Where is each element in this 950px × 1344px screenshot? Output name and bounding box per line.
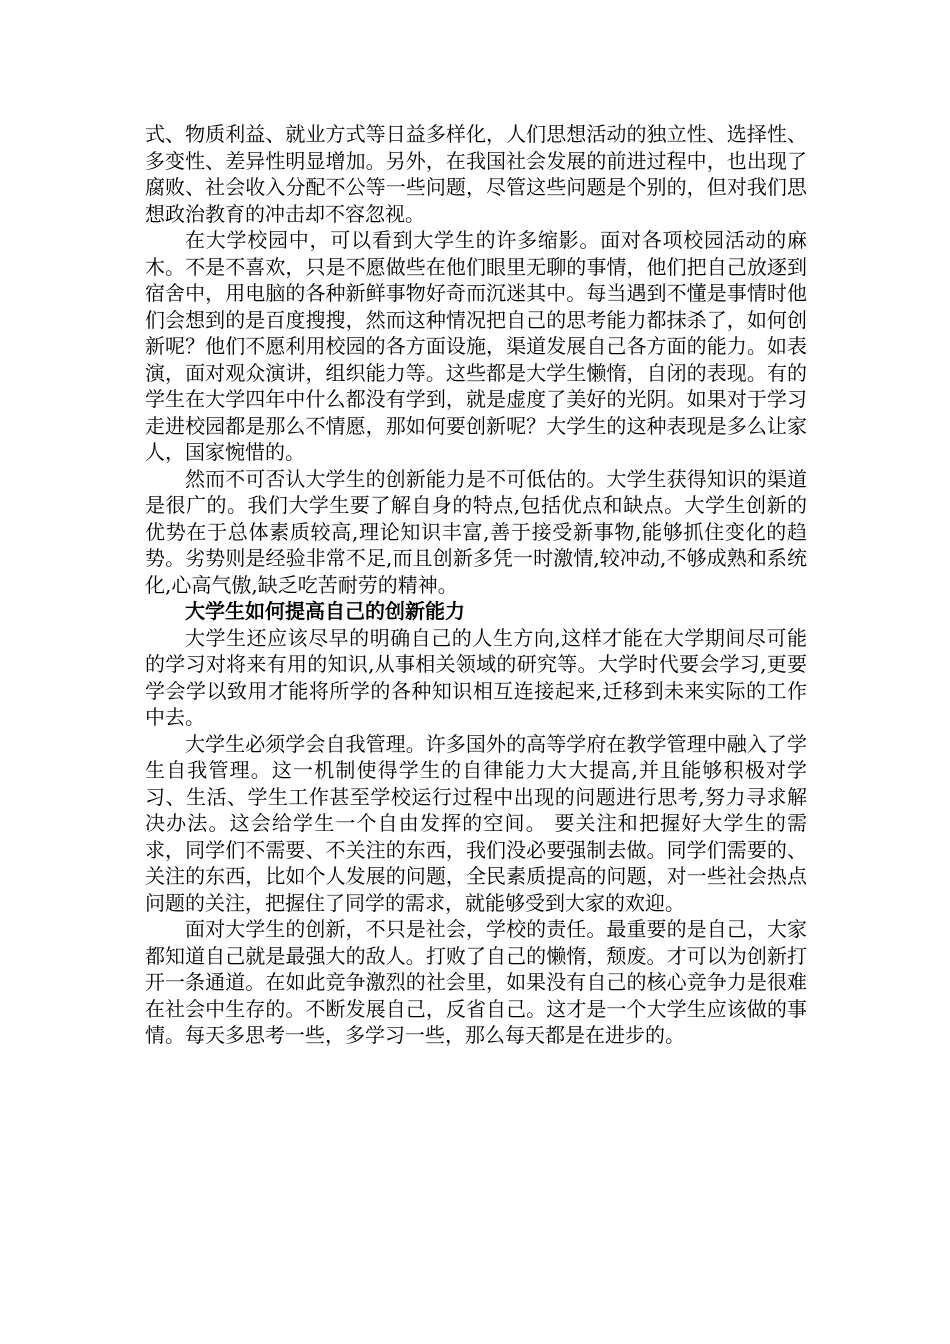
paragraph-4: 大学生还应该尽早的明确自己的人生方向,这样才能在大学期间尽可能的学习对将来有用的知识,从事相关领域的研究等。大学时代要会学习,更要学会学以致用才能将所学的各种知识相互连接起来,迁移到未来实际的工作中去。 <box>145 625 807 729</box>
document-body <box>145 121 807 1049</box>
paragraph-5: 大学生必须学会自我管理。许多国外的高等学府在教学管理中融入了学生自我管理。这一机制使得学生的自律能力大大提高,并且能够积极对学习、生活、学生工作甚至学校运行过程中出现的问题进行思考,努力寻求解决办法。这会给学生一个自由发挥的空间。 要关注和把握好大学生的需求，同学们不需要、不关注的东西，我们没必要强制去做。同学们需要的、关注的东西，比如个人发展的问题，全民素质提高的问题，对一些社会热点问题的关注，把握住了同学的需求，就能够受到大家的欢迎。 <box>145 731 807 915</box>
paragraph-2: 在大学校园中，可以看到大学生的许多缩影。面对各项校园活动的麻木。不是不喜欢，只是不愿做些在他们眼里无聊的事情，他们把自己放逐到宿舍中，用电脑的各种新鲜事物好奇而沉迷其中。每当遇到不懂是事情时他们会想到的是百度搜搜，然而这种情况把自己的思考能力都抹杀了，如何创新呢？他们不愿利用校园的各方面设施，渠道发展自己各方面的能力。如表演，面对观众演讲，组织能力等。这些都是大学生懒惰，自闭的表现。有的学生在大学四年中什么都没有学到，就是虚度了美好的光阴。如果对于学习走进校园都是那么不情愿，那如何要创新呢？大学生的这种表现是多么让家人，国家惋惜的。 <box>145 228 807 464</box>
section-heading: 大学生如何提高自己的创新能力 <box>185 599 465 623</box>
paragraph-3: 然而不可否认大学生的创新能力是不可低估的。大学生获得知识的渠道是很广的。我们大学生要了解自身的特点,包括优点和缺点。大学生创新的优势在于总体素质较高,理论知识丰富,善于接受新事物,能够抓住变化的趋势。劣势则是经验非常不足,而且创新多凭一时激情,较冲动,不够成熟和系统化,心高气傲,缺乏吃苦耐劳的精神。 <box>145 466 807 597</box>
paragraph-6: 面对大学生的创新，不只是社会，学校的责任。最重要的是自己，大家都知道自己就是最强大的敌人。打败了自己的懒惰，颓废。才可以为创新打开一条通道。在如此竞争激烈的社会里，如果没有自己的核心竞争力是很难在社会中生存的。不断发展自己，反省自己。这才是一个大学生应该做的事情。每天多思考一些，多学习一些，那么每天都是在进步的。 <box>145 917 807 1047</box>
paragraph-1: 式、物质利益、就业方式等日益多样化，人们思想活动的独立性、选择性、多变性、差异性明显增加。另外，在我国社会发展的前进过程中，也出现了腐败、社会收入分配不公等一些问题，尽管这些问题是个别的，但对我们思想政治教育的冲击却不容忽视。 <box>145 122 807 226</box>
